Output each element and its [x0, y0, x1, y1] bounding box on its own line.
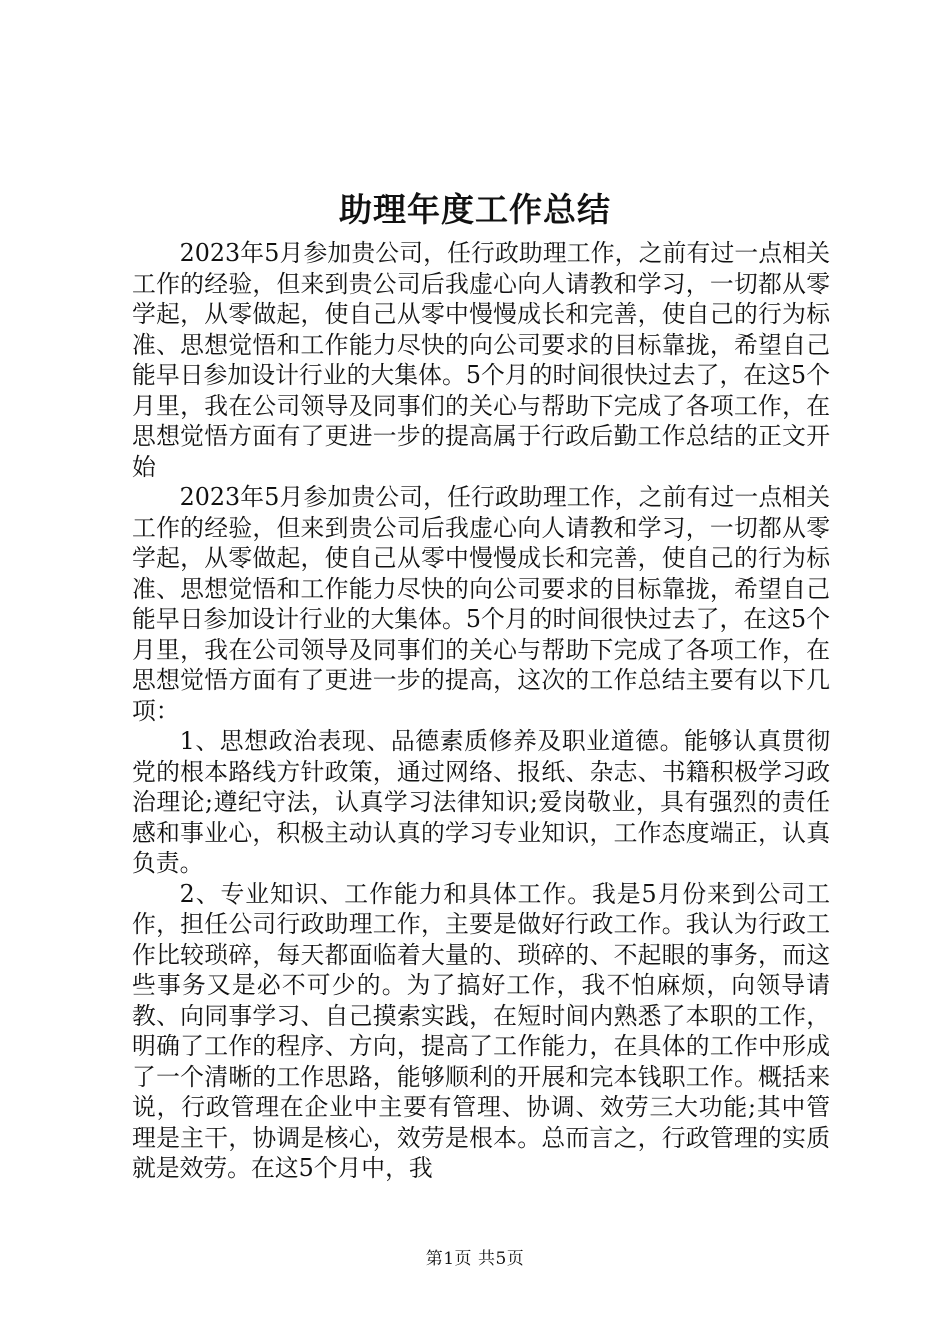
- page-number-footer: 第1页 共5页: [425, 1249, 525, 1269]
- document-body: [132, 238, 830, 1184]
- paragraph-item-1: 1、思想政治表现、品德素质修养及职业道德。能够认真贯彻党的根本路线方针政策，通过网络、报纸、杂志、书籍积极学习政治理论;遵纪守法，认真学习法律知识;爱岗敬业，具有强烈的责任感和事业心，积极主动认真的学习专业知识，工作态度端正，认真负责。: [132, 727, 830, 877]
- paragraph-intro-1: 2023年5月参加贵公司，任行政助理工作，之前有过一点相关工作的经验，但来到贵公司后我虚心向人请教和学习，一切都从零学起，从零做起，使自己从零中慢慢成长和完善，使自己的行为标准、思想觉悟和工作能力尽快的向公司要求的目标靠拢，希望自己能早日参加设计行业的大集体。5个月的时间很快过去了，在这5个月里，我在公司领导及同事们的关心与帮助下完成了各项工作，在思想觉悟方面有了更进一步的提高属于行政后勤工作总结的正文开始: [132, 239, 830, 481]
- paragraph-item-2: 2、专业知识、工作能力和具体工作。我是5月份来到公司工作，担任公司行政助理工作，主要是做好行政工作。我认为行政工作比较琐碎，每天都面临着大量的、琐碎的、不起眼的事务，而这些事务又是必不可少的。为了搞好工作，我不怕麻烦，向领导请教、向同事学习、自己摸索实践，在短时间内熟悉了本职的工作，明确了工作的程序、方向，提高了工作能力，在具体的工作中形成了一个清晰的工作思路，能够顺利的开展和完本钱职工作。概括来说，行政管理在企业中主要有管理、协调、效劳三大功能;其中管理是主干，协调是核心，效劳是根本。总而言之，行政管理的实质就是效劳。在这5个月中，我: [132, 879, 830, 1182]
- document-title: 助理年度工作总结: [339, 190, 611, 229]
- paragraph-intro-2: 2023年5月参加贵公司，任行政助理工作，之前有过一点相关工作的经验，但来到贵公司后我虚心向人请教和学习，一切都从零学起，从零做起，使自己从零中慢慢成长和完善，使自己的行为标准、思想觉悟和工作能力尽快的向公司要求的目标靠拢，希望自己能早日参加设计行业的大集体。5个月的时间很快过去了，在这5个月里，我在公司领导及同事们的关心与帮助下完成了各项工作，在思想觉悟方面有了更进一步的提高，这次的工作总结主要有以下几项：: [132, 483, 830, 725]
